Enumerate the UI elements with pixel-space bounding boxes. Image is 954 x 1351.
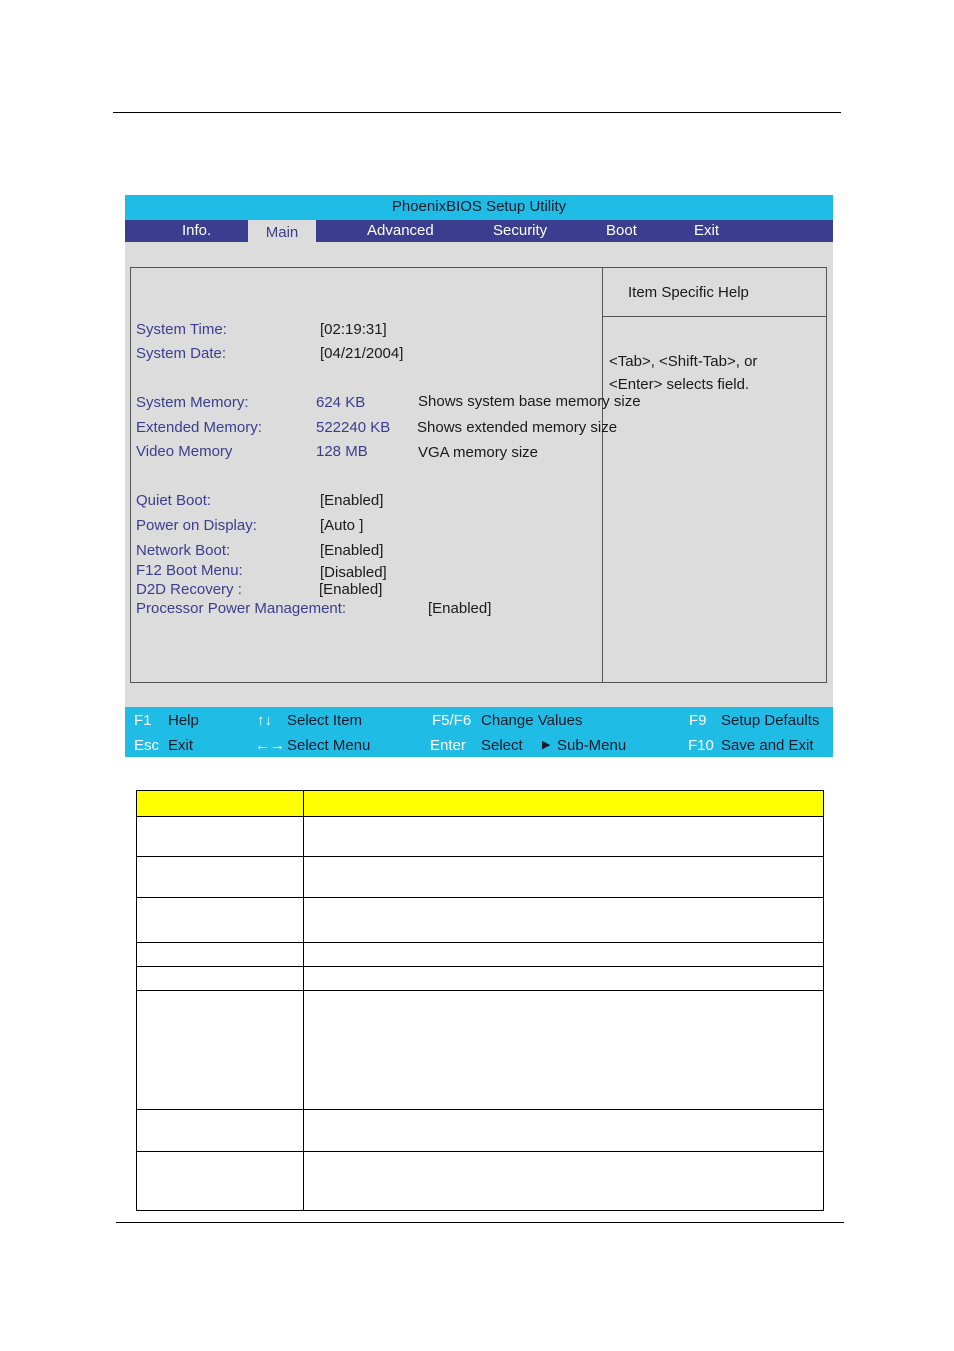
help-line-2: <Enter> selects field. bbox=[609, 376, 750, 393]
table-row bbox=[137, 1152, 823, 1210]
table-row bbox=[137, 967, 823, 991]
f5f6-key: F5/F6 bbox=[432, 712, 472, 729]
f12-boot-menu-value[interactable]: [Disabled] bbox=[320, 564, 387, 581]
bios-title: PhoenixBIOS Setup Utility bbox=[125, 195, 833, 220]
help-divider bbox=[602, 268, 603, 682]
tab-security[interactable]: Security bbox=[493, 222, 548, 239]
processor-power-value[interactable]: [Enabled] bbox=[428, 600, 492, 617]
table-row bbox=[137, 817, 823, 857]
f9-desc: Setup Defaults bbox=[721, 712, 820, 729]
esc-key: Esc bbox=[134, 737, 160, 754]
table-row bbox=[137, 898, 823, 943]
triangle-right-icon: ▶ bbox=[542, 739, 551, 751]
system-memory-note: Shows system base memory size bbox=[418, 393, 641, 410]
help-separator bbox=[603, 316, 826, 317]
tab-boot[interactable]: Boot bbox=[606, 222, 637, 239]
table-header-row bbox=[137, 791, 823, 817]
table-row bbox=[137, 991, 823, 1110]
system-time-value[interactable]: [02:19:31] bbox=[320, 321, 387, 338]
system-date-label: System Date: bbox=[136, 345, 227, 362]
tab-advanced[interactable]: Advanced bbox=[367, 222, 434, 239]
video-memory-label: Video Memory bbox=[136, 443, 233, 460]
table-row bbox=[137, 857, 823, 898]
system-memory-label: System Memory: bbox=[136, 394, 249, 411]
system-time-label: System Time: bbox=[136, 321, 227, 338]
f1-desc: Help bbox=[168, 712, 199, 729]
network-boot-label: Network Boot: bbox=[136, 542, 231, 559]
left-right-arrows-icon: ←→ bbox=[255, 737, 285, 754]
main-panel bbox=[130, 267, 827, 683]
leftright-desc: Select Menu bbox=[287, 737, 371, 754]
extended-memory-label: Extended Memory: bbox=[136, 419, 262, 436]
quiet-boot-value[interactable]: [Enabled] bbox=[320, 492, 384, 509]
bios-menu-bar bbox=[125, 220, 833, 242]
power-on-display-label: Power on Display: bbox=[136, 517, 257, 534]
table-row bbox=[137, 1110, 823, 1152]
d2d-recovery-label: D2D Recovery : bbox=[136, 581, 242, 598]
network-boot-value[interactable]: [Enabled] bbox=[320, 542, 384, 559]
bottom-rule bbox=[116, 1222, 844, 1223]
d2d-recovery-value[interactable]: [Enabled] bbox=[319, 581, 383, 598]
extended-memory-value: 522240 KB bbox=[316, 419, 391, 436]
description-table bbox=[136, 790, 824, 1211]
tab-info[interactable]: Info. bbox=[182, 222, 212, 239]
quiet-boot-label: Quiet Boot: bbox=[136, 492, 212, 509]
f5f6-desc: Change Values bbox=[481, 712, 583, 729]
tab-main[interactable]: Main bbox=[248, 220, 316, 244]
f9-key: F9 bbox=[689, 712, 707, 729]
system-memory-value: 624 KB bbox=[316, 394, 366, 411]
up-down-arrows-icon: ↑↓ bbox=[257, 712, 272, 729]
updown-desc: Select Item bbox=[287, 712, 363, 729]
f12-boot-menu-label: F12 Boot Menu: bbox=[136, 562, 243, 579]
f1-key: F1 bbox=[134, 712, 152, 729]
table-row bbox=[137, 943, 823, 967]
bios-footer bbox=[125, 707, 833, 757]
processor-power-label: Processor Power Management: bbox=[136, 600, 347, 617]
extended-memory-note: Shows extended memory size bbox=[417, 419, 618, 436]
top-rule bbox=[113, 112, 841, 113]
video-memory-value: 128 MB bbox=[316, 443, 368, 460]
help-line-1: <Tab>, <Shift-Tab>, or bbox=[609, 353, 758, 370]
enter-desc: Select bbox=[481, 737, 523, 754]
power-on-display-value[interactable]: [Auto ] bbox=[320, 517, 364, 534]
help-title: Item Specific Help bbox=[628, 284, 749, 301]
tab-exit[interactable]: Exit bbox=[694, 222, 720, 239]
video-memory-note: VGA memory size bbox=[418, 444, 539, 461]
enter-key: Enter bbox=[430, 737, 466, 754]
f10-desc: Save and Exit bbox=[721, 737, 814, 754]
submenu-desc: Sub-Menu bbox=[557, 737, 627, 754]
bios-screenshot bbox=[125, 195, 833, 757]
f10-key: F10 bbox=[688, 737, 714, 754]
system-date-value[interactable]: [04/21/2004] bbox=[320, 345, 404, 362]
esc-desc: Exit bbox=[168, 737, 194, 754]
